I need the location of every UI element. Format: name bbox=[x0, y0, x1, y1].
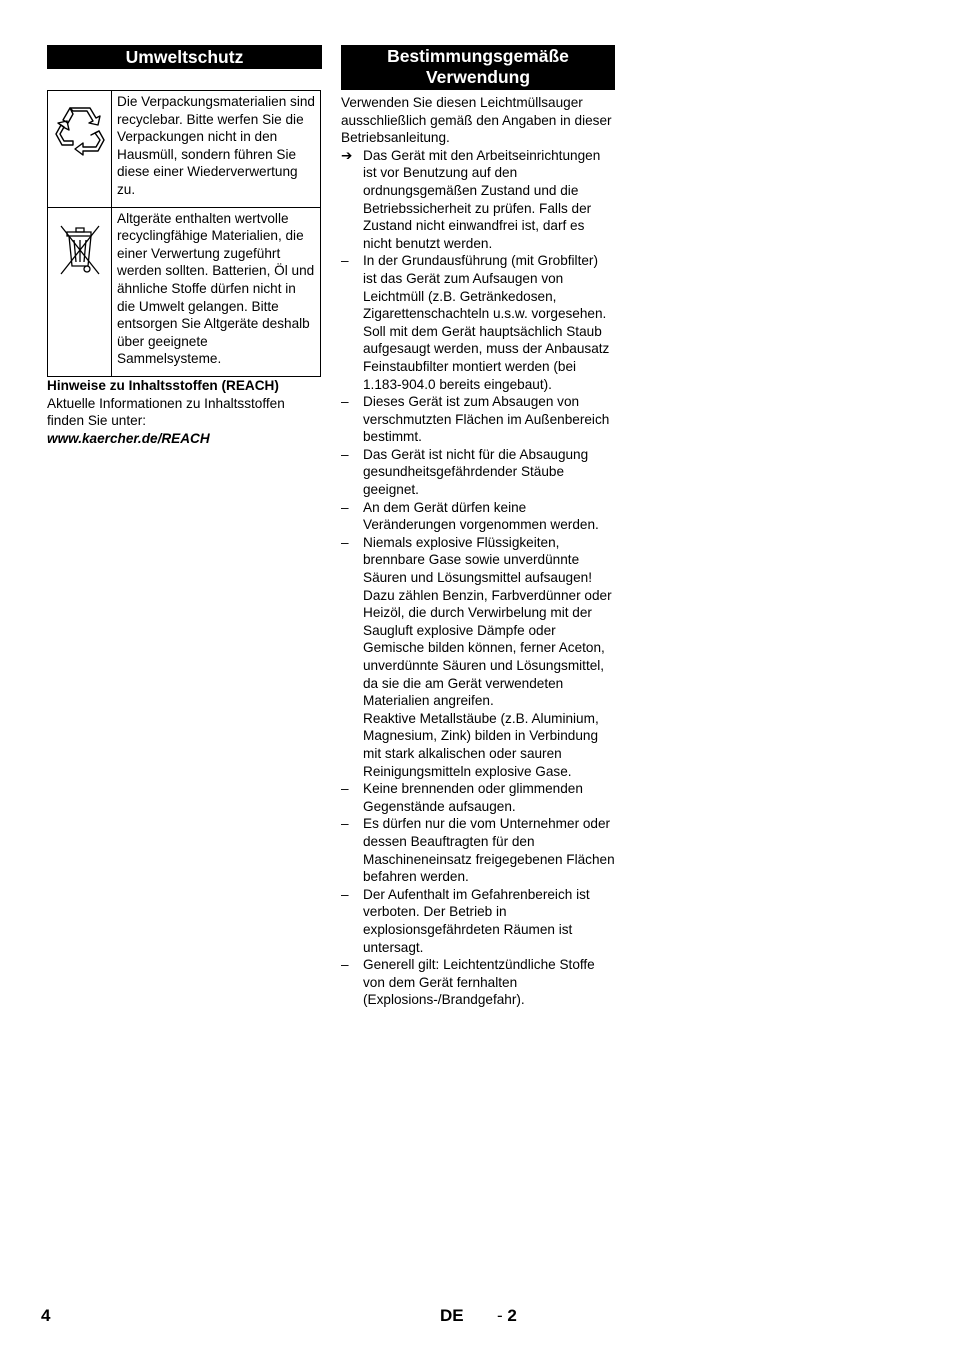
list-item bbox=[341, 815, 615, 885]
reach-link[interactable]: www.kaercher.de/REACH bbox=[47, 430, 210, 446]
section-heading-umweltschutz: Umweltschutz bbox=[47, 45, 322, 69]
list-item-text: Keine brennenden oder glimmenden Gegenstände aufsaugen. bbox=[363, 781, 583, 814]
disposal-note: Altgeräte enthalten wertvolle recyclingfähige Materialien, die einer Verwertung zugeführt werden sollten. Batterien, Öl und ähnliche Stoffe dürfen nicht in die Umwelt gelangen. Bitte entsorgen Sie Altgeräte deshalb über geeignete Sammelsysteme. bbox=[112, 207, 321, 376]
intro-text: Verwenden Sie diesen Leichtmüllsauger ausschließlich gemäß den Angaben in dieser Betriebsanleitung. bbox=[341, 95, 612, 146]
crossed-out-wheelie-bin-icon bbox=[57, 222, 103, 278]
list-item-text: An dem Gerät dürfen keine Veränderungen vorgenommen werden. bbox=[363, 499, 599, 533]
language-code: DE bbox=[440, 1306, 464, 1325]
list-item bbox=[341, 499, 615, 534]
sub-page-number: - 2 bbox=[497, 1306, 517, 1325]
list-item bbox=[341, 446, 615, 499]
dash-marker: – bbox=[341, 781, 349, 797]
sub-page-value: 2 bbox=[507, 1306, 517, 1325]
dash-marker: – bbox=[341, 446, 349, 462]
list-item-text: In der Grundausführung (mit Grobfilter) ist das Gerät zum Aufsaugen von Leichtmüll (z.B. Getränkedosen, Zigarettenschachteln u.s.w. vorgesehen. Soll mit dem Gerät hauptsächlich Staub aufgesaugt werden, muss der Anbausatz Feinstaubfilter montiert werden (bei 1.183-904.0 bereits eingebaut). bbox=[363, 253, 610, 392]
list-item-text: Der Aufenthalt im Gefahrenbereich ist verboten. Der Betrieb in explosionsgefährdeten Räumen ist untersagt. bbox=[363, 886, 590, 955]
left-column bbox=[47, 45, 322, 447]
dash-marker: – bbox=[341, 253, 349, 269]
list-item-text: Dieses Gerät ist zum Absaugen von verschmutzten Flächen im Außenbereich bestimmt. bbox=[363, 394, 610, 445]
dash-marker: – bbox=[341, 534, 349, 550]
icon-cell bbox=[48, 91, 112, 208]
section-heading-bestimmungsgemaesse-verwendung bbox=[341, 45, 615, 90]
list-item bbox=[341, 780, 615, 815]
heading-line-1: Bestimmungsgemäße bbox=[387, 46, 569, 66]
list-item bbox=[341, 886, 615, 956]
list-item bbox=[341, 252, 615, 393]
usage-rules-list bbox=[341, 147, 615, 1009]
recycle-icon bbox=[53, 103, 107, 157]
reach-title: Hinweise zu Inhaltsstoffen (REACH) bbox=[47, 377, 279, 393]
right-column bbox=[341, 45, 615, 1009]
dash-marker: – bbox=[341, 499, 349, 515]
list-item-text: Das Gerät mit den Arbeitseinrichtungen ist vor Benutzung auf den ordnungsgemäßen Zustand und die Betriebssicherheit zu prüfen. Falls der Zustand nicht einwandfrei ist, darf es nicht benutzt werden. bbox=[363, 147, 601, 251]
list-item bbox=[341, 534, 615, 780]
list-item-text: Niemals explosive Flüssigkeiten, brennbare Gase sowie unverdünnte Säuren und Lösungsmittel aufsaugen! Dazu zählen Benzin, Farbverdünner oder Heizöl, die durch Verwirbelung mit der Saugluft explosive Dämpfe oder Gemische bilden können, ferner Aceton, unverdünnte Säuren und Lösungsmittel, da sie die am Gerät verwendeten Materialien angreifen. bbox=[363, 534, 612, 709]
dash-marker: – bbox=[341, 886, 349, 902]
arrow-marker-icon: ➔ bbox=[341, 147, 353, 163]
list-item-text: Das Gerät ist nicht für die Absaugung gesundheitsgefährdender Stäube geeignet. bbox=[363, 446, 589, 498]
heading-line-2: Verwendung bbox=[425, 67, 531, 87]
list-item-extra-text: Reaktive Metallstäube (z.B. Aluminium, Magnesium, Zink) bilden in Verbindung mit stark alkalischen oder sauren Reinigungsmitteln explosive Gase. bbox=[363, 710, 599, 779]
list-item bbox=[341, 147, 615, 253]
recycling-note: Die Verpackungsmaterialien sind recyclebar. Bitte werfen Sie die Verpackungen nicht in den Hausmüll, sondern führen Sie diese einer Wiederverwertung zu. bbox=[112, 91, 321, 208]
list-item bbox=[341, 393, 615, 446]
list-item-text: Generell gilt: Leichtentzündliche Stoffe von dem Gerät fernhalten (Explosions-/Brandgefahr). bbox=[363, 957, 595, 1008]
list-item-text: Es dürfen nur die vom Unternehmer oder dessen Beauftragten für den Maschineneinsatz freigegebenen Flächen befahren werden. bbox=[363, 816, 615, 885]
page-number: 4 bbox=[41, 1306, 51, 1325]
table-row bbox=[48, 207, 321, 376]
dash-marker: – bbox=[341, 957, 349, 973]
icon-cell bbox=[48, 207, 112, 376]
dash-marker: – bbox=[341, 394, 349, 410]
reach-text: Aktuelle Informationen zu Inhaltsstoffen finden Sie unter: bbox=[47, 395, 285, 429]
environment-table bbox=[47, 90, 321, 377]
dash-marker: – bbox=[341, 816, 349, 832]
table-row bbox=[48, 91, 321, 208]
list-item bbox=[341, 956, 615, 1009]
